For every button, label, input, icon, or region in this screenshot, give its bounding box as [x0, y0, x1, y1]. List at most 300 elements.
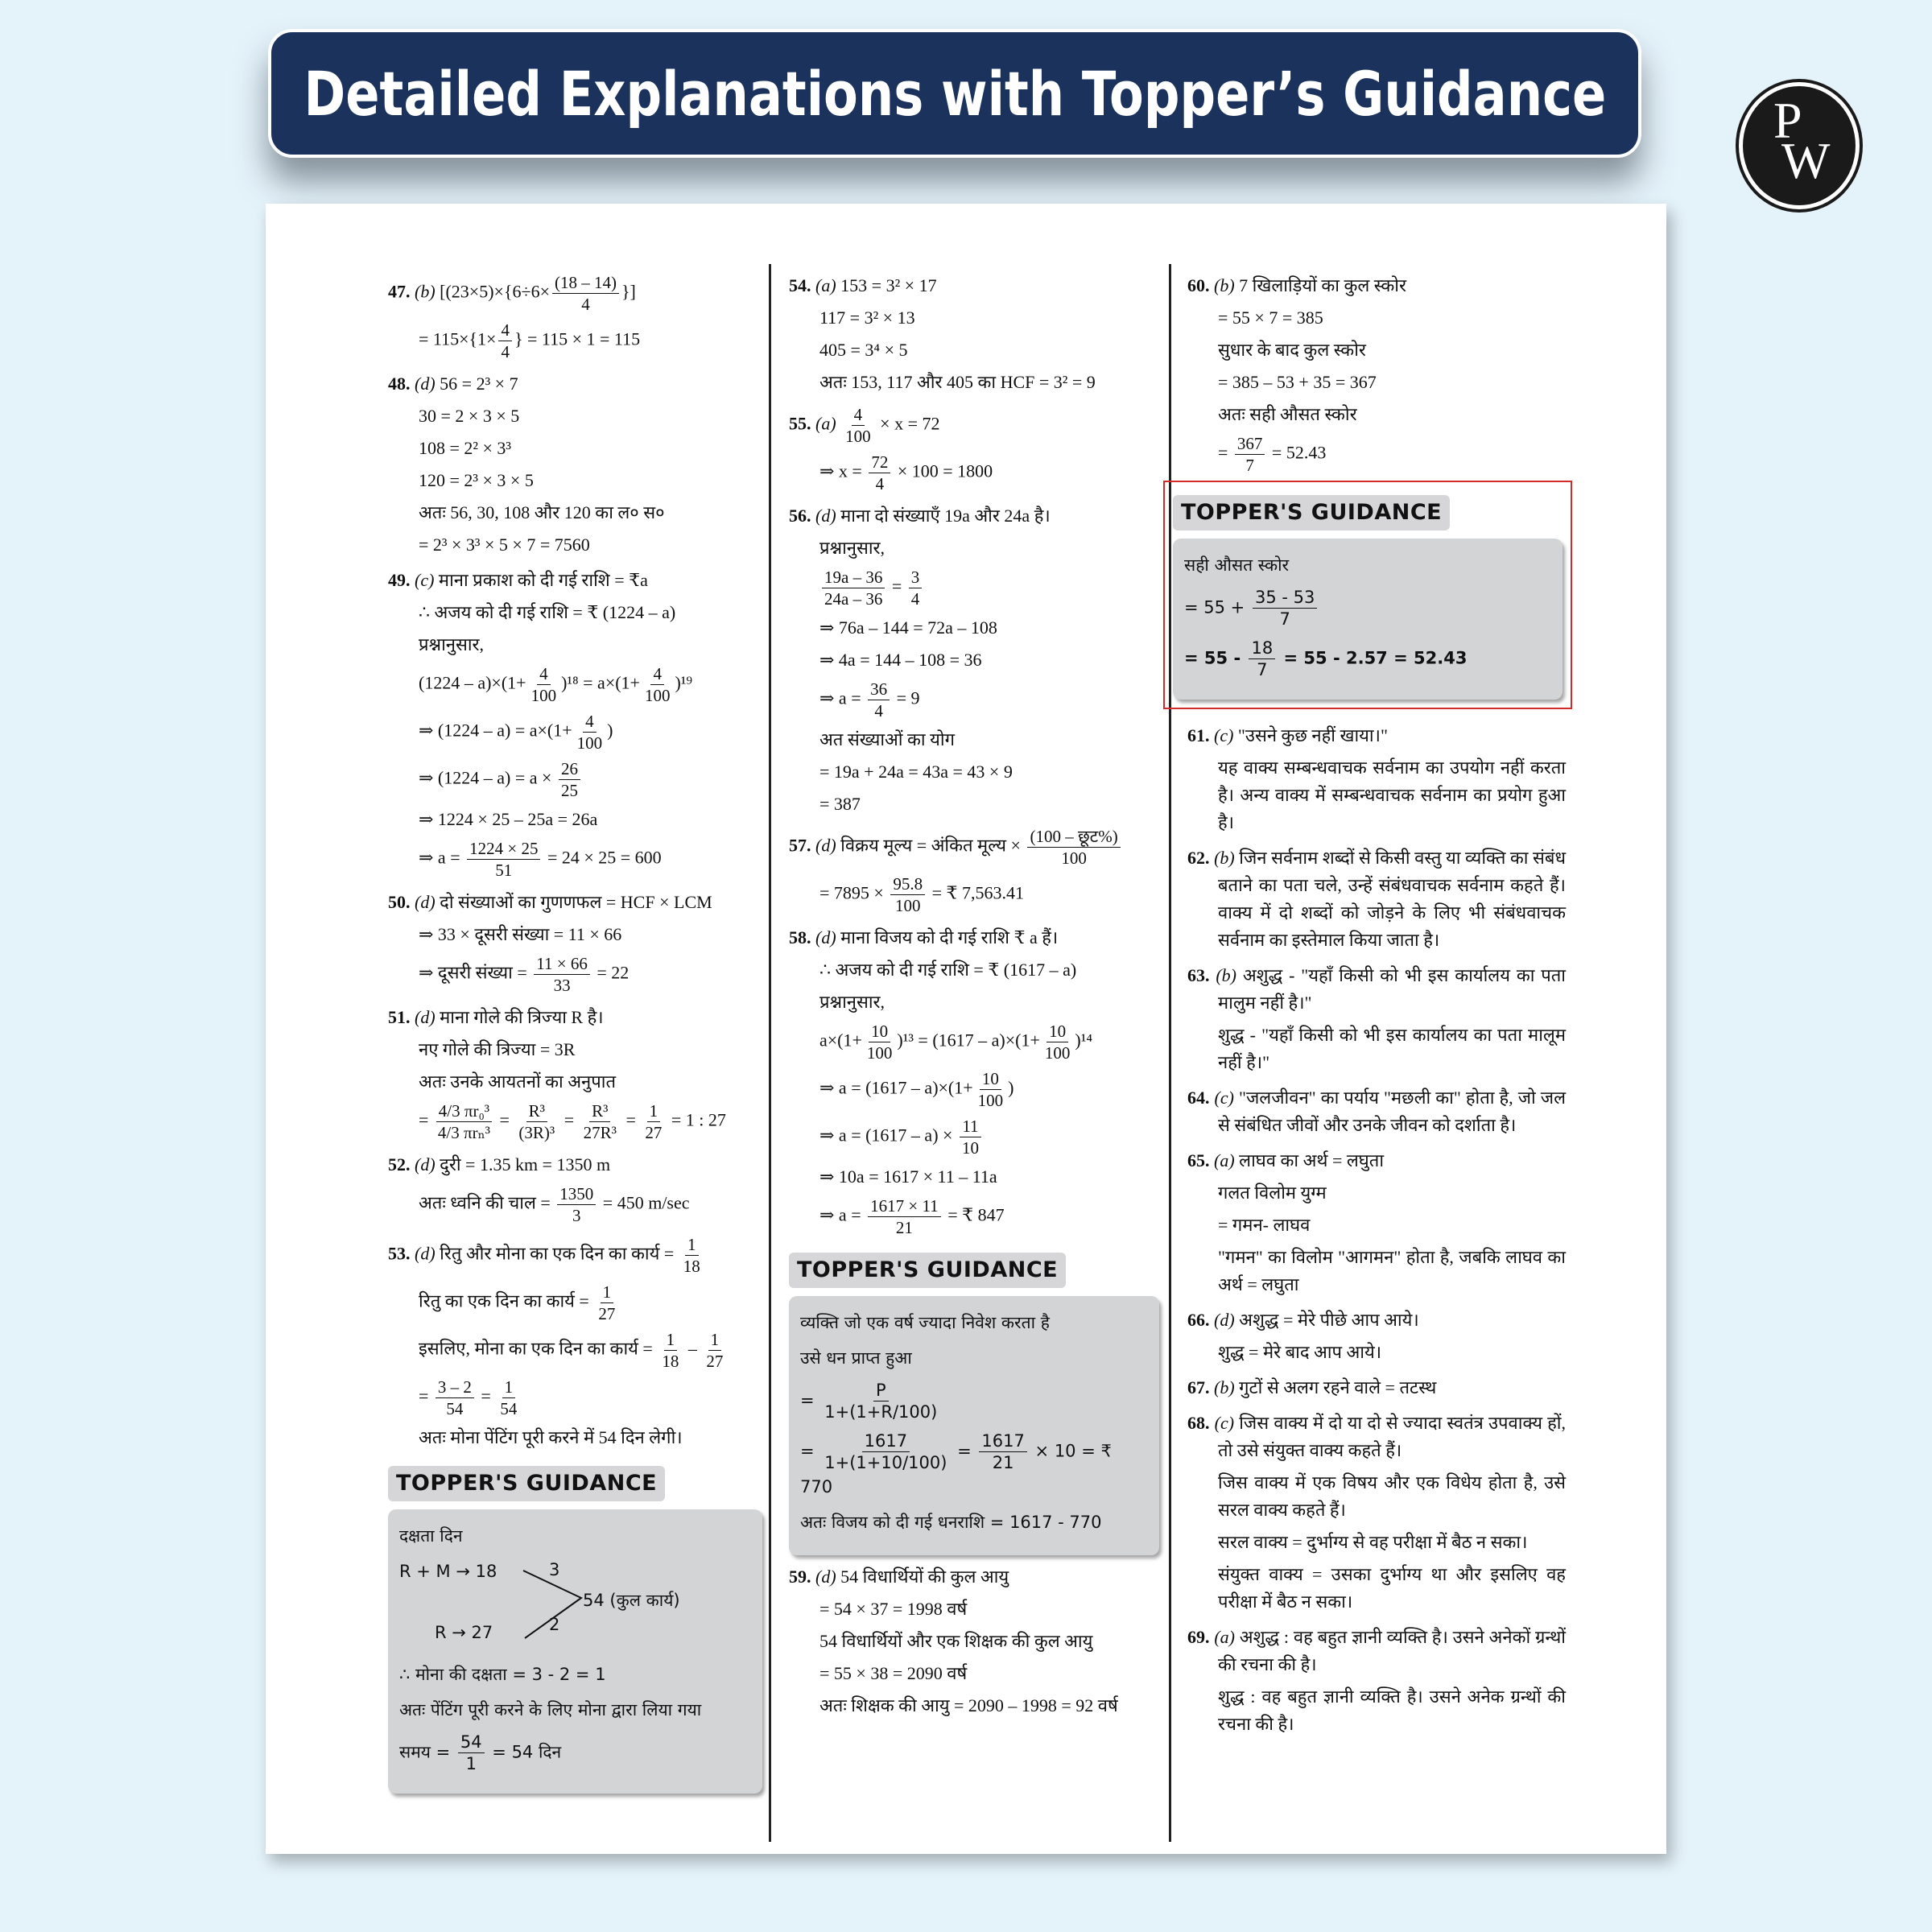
solution-line	[789, 567, 1159, 609]
question-number: 65.	[1187, 1150, 1214, 1170]
question-number: 66.	[1187, 1310, 1214, 1330]
header-banner	[268, 29, 1641, 158]
efficiency-diagram	[399, 1558, 751, 1654]
denominator: 7	[1245, 456, 1254, 475]
solution-line	[388, 663, 762, 706]
denominator: 1+(1+10/100)	[824, 1453, 947, 1472]
solution-line	[789, 1021, 1159, 1063]
text: अशुद्ध : वह बहुत ज्ञानी व्यक्ति है। उसने अनेकों ग्रन्थों की रचना की है।	[1218, 1627, 1567, 1674]
denominator: 24a – 36	[824, 589, 883, 609]
answer-item	[1187, 1307, 1566, 1334]
numerator: (18 – 14)	[552, 272, 619, 294]
answer-item	[388, 272, 762, 315]
text: ⇒ a = (1617 – a) ×	[819, 1125, 957, 1146]
text: प्रश्नानुसार,	[419, 634, 485, 654]
answer-item	[1187, 962, 1566, 1017]
text: रितु और मोना का एक दिन का कार्य =	[440, 1243, 679, 1264]
guidance-box	[1173, 539, 1563, 700]
text: × 10 = ₹ 770	[800, 1441, 1112, 1496]
fraction	[868, 679, 890, 721]
denominator: 4	[581, 295, 590, 314]
question-number: 67.	[1187, 1377, 1214, 1397]
solution-line	[789, 1116, 1159, 1158]
denominator: 100	[530, 686, 557, 705]
answer-option: (c)	[415, 570, 439, 590]
question-number: 56.	[789, 506, 815, 526]
numerator: 1	[664, 1329, 678, 1351]
answer-option: (d)	[815, 835, 841, 856]
numerator: 1	[647, 1100, 661, 1122]
solution-line	[388, 467, 762, 494]
text: ∴ अजय को दी गई राशि = ₹ (1224 – a)	[419, 602, 676, 622]
text: माना दो संख्याएँ 19a और 24a है।	[840, 506, 1051, 526]
text: गलत विलोम युग्म	[1218, 1183, 1327, 1203]
text: 117 = 3² × 13	[819, 308, 915, 328]
solution-line	[1187, 304, 1566, 332]
fraction	[1027, 826, 1120, 869]
numerator: 3 – 2	[436, 1377, 474, 1398]
text: )	[607, 720, 613, 741]
solution-line	[388, 1068, 762, 1096]
solution-line	[388, 1329, 762, 1372]
solution-line	[789, 1628, 1159, 1655]
question-number: 63.	[1187, 965, 1216, 985]
answer-option: (a)	[815, 413, 841, 434]
text: सरल वाक्य = दुर्भाग्य से वह परीक्षा में बैठ न सका।	[1218, 1532, 1528, 1552]
question-number: 53.	[388, 1243, 415, 1264]
text: दो संख्याओं का गुणणफल = HCF × LCM	[440, 892, 712, 912]
question-number: 47.	[388, 281, 415, 302]
numerator: 3	[909, 567, 923, 588]
denominator: 3	[572, 1206, 581, 1225]
text: "उसने कुछ नहीं खाया।"	[1237, 725, 1388, 745]
question-number: 68.	[1187, 1413, 1215, 1433]
solution-line	[1187, 433, 1566, 476]
answer-item	[789, 404, 1159, 447]
answer-item	[1187, 1624, 1566, 1678]
solution-line	[789, 452, 1159, 494]
fraction	[458, 1732, 485, 1774]
fraction	[581, 1100, 619, 1143]
text: = 115×{1×	[419, 328, 497, 349]
toppers-guidance	[789, 1243, 1159, 1555]
answer-option: (b)	[1214, 275, 1240, 295]
solution-line	[388, 531, 762, 559]
solution-line	[789, 535, 1159, 562]
denominator: 27	[706, 1352, 724, 1371]
answer-item	[1187, 722, 1566, 749]
text: = 385 – 53 + 35 = 367	[1218, 372, 1377, 392]
text: = 22	[592, 962, 630, 983]
guidance-line	[800, 1309, 1148, 1336]
text: प्रश्नानुसार,	[819, 992, 886, 1012]
numerator: R³	[526, 1100, 547, 1122]
fraction	[865, 1021, 895, 1063]
question-number: 61.	[1187, 725, 1214, 745]
denominator: 100	[576, 733, 603, 753]
fraction	[1042, 1021, 1073, 1063]
solution-line	[388, 1377, 762, 1419]
text: ⇒ a =	[419, 847, 465, 868]
question-number: 57.	[789, 835, 815, 856]
text: =	[1218, 442, 1232, 463]
fraction	[890, 873, 925, 916]
text: गुटों से अलग रहने वाले = तटस्थ	[1239, 1377, 1437, 1397]
text: जिन सर्वनाम शब्दों से किसी वस्तु या व्यक्ति का संबंध बताने का पता चले, उन्हें संबंधवाचक सर्वनाम कहते हैं। वाक्य में दो शब्दों को जोड़ने के लिए भी संबंधवाचक सर्वनाम का इस्तेमाल किया जाता है।	[1218, 848, 1567, 950]
total-work: 54 (कुल कार्य)	[583, 1591, 680, 1610]
answer-item	[388, 889, 762, 916]
efficiency-b: 2	[549, 1615, 560, 1634]
denominator: 10	[961, 1138, 979, 1158]
text: 56 = 2³ × 7	[440, 374, 518, 394]
text: = 19a + 24a = 43a = 43 × 9	[819, 762, 1013, 782]
text: = 54 दिन	[486, 1742, 562, 1762]
text: अतः 153, 117 और 405 का HCF = 3² = 9	[819, 372, 1096, 392]
answer-option: (d)	[415, 1243, 440, 1264]
text: प्रश्नानुसार,	[819, 538, 886, 558]
solution-line	[388, 711, 762, 753]
text: ⇒ 4a = 144 – 108 = 36	[819, 650, 982, 670]
fraction	[843, 404, 873, 447]
fraction	[516, 1100, 557, 1143]
guidance-box	[789, 1296, 1159, 1555]
text: ⇒ 33 × दूसरी संख्या = 11 × 66	[419, 924, 622, 944]
solution-line	[388, 1100, 762, 1143]
text: ⇒ x =	[819, 460, 867, 481]
text: जिस वाक्य में दो या दो से ज्यादा स्वतंत्र उपवाक्य हों, तो उसे संयुक्त वाक्य कहते हैं।	[1218, 1413, 1566, 1460]
text: = ₹ 7,563.41	[927, 882, 1024, 903]
solution-line	[388, 838, 762, 881]
text: अतः मोना पेंटिंग पूरी करने में 54 दिन लेगी।	[419, 1427, 683, 1447]
text: = गमन- लाघव	[1218, 1215, 1311, 1235]
text: अशुद्ध - "यहाँ किसी को भी इस कार्यालय का पता मालुम नहीं है।"	[1218, 965, 1567, 1013]
answer-option: (d)	[815, 1567, 841, 1587]
text: = ₹ 847	[943, 1204, 1005, 1225]
text: 108 = 2² × 3³	[419, 438, 512, 458]
text: व्यक्ति जो एक वर्ष ज्यादा निवेश करता है	[800, 1313, 1050, 1332]
answer-option: (d)	[415, 892, 440, 912]
text: शुद्ध : वह बहुत ज्ञानी व्यक्ति है। उसने अनेक ग्रन्थों की रचना की है।	[1218, 1686, 1566, 1734]
answer-option: (a)	[1214, 1150, 1240, 1170]
text: = 9	[892, 687, 920, 708]
numerator: 1617	[979, 1430, 1026, 1452]
solution-line	[789, 1692, 1159, 1719]
denominator: 4	[875, 474, 885, 493]
text: अतः शिक्षक की आयु = 2090 – 1998 = 92 वर्ष	[819, 1695, 1118, 1715]
denominator: 1+(1+R/100)	[824, 1402, 938, 1422]
solution-line	[789, 679, 1159, 721]
text: सुधार के बाद कुल स्कोर	[1218, 340, 1366, 360]
question-number: 69.	[1187, 1627, 1215, 1647]
solution-line	[1187, 1683, 1566, 1738]
logo-letter-p: P	[1773, 92, 1802, 149]
solution-line	[789, 336, 1159, 364]
text: विक्रय मूल्य = अंकित मूल्य ×	[840, 835, 1026, 856]
denominator: 18	[662, 1352, 679, 1371]
fraction	[467, 838, 540, 881]
fraction	[642, 1100, 664, 1143]
text: )¹⁴	[1075, 1030, 1092, 1051]
denominator: 7	[1257, 660, 1268, 679]
guidance-line	[399, 1732, 751, 1774]
answer-option: (d)	[415, 374, 440, 394]
column-divider	[769, 264, 771, 1842]
text: अतः ध्वनि की चाल =	[419, 1192, 555, 1213]
logo-letter-w: W	[1781, 132, 1831, 189]
numerator: P	[873, 1380, 889, 1402]
text: ∴ अजय को दी गई राशि = ₹ (1617 – a)	[819, 960, 1077, 980]
denominator: 100	[977, 1091, 1004, 1110]
numerator: 4/3 πr₀³	[436, 1100, 492, 1122]
text: =	[800, 1441, 820, 1461]
fraction	[979, 1430, 1026, 1473]
numerator: 1617 × 11	[868, 1195, 941, 1217]
guidance-line	[399, 1661, 751, 1688]
question-number: 52.	[388, 1154, 415, 1174]
text: ⇒ दूसरी संख्या =	[419, 962, 532, 983]
solution-line	[388, 320, 762, 362]
solution-line	[1187, 401, 1566, 428]
numerator: 36	[868, 679, 890, 700]
solution-line	[388, 953, 762, 996]
numerator: 11 × 66	[534, 953, 590, 975]
text: = 24 × 25 = 600	[543, 847, 662, 868]
guidance-box	[388, 1509, 762, 1794]
answer-item	[789, 826, 1159, 869]
fraction	[659, 1329, 681, 1372]
guidance-line	[800, 1509, 1148, 1536]
denominator: 51	[495, 861, 513, 880]
toppers-guidance	[388, 1456, 762, 1794]
numerator: 1224 × 25	[467, 838, 540, 860]
text: =	[476, 1385, 496, 1406]
solution-line	[1187, 754, 1566, 836]
answer-item	[388, 1151, 762, 1179]
text: इसलिए, मोना का एक दिन का कार्य =	[419, 1338, 658, 1359]
solution-line	[789, 791, 1159, 818]
solution-line	[1187, 369, 1566, 396]
fraction	[976, 1068, 1006, 1111]
text: =	[419, 1385, 433, 1406]
text: × x = 72	[875, 413, 940, 434]
answer-option: (d)	[1214, 1310, 1240, 1330]
fraction	[909, 567, 923, 609]
question-number: 48.	[388, 374, 415, 394]
combined-days: R + M → 18	[399, 1562, 497, 1581]
efficiency-a: 3	[549, 1560, 560, 1579]
answer-item	[388, 567, 762, 594]
denominator: 100	[1044, 1043, 1071, 1063]
fraction	[596, 1282, 617, 1324]
text: माना गोले की त्रिज्या R है।	[440, 1007, 604, 1027]
numerator: 10	[1046, 1021, 1068, 1042]
guidance-title: TOPPER'S GUIDANCE	[789, 1253, 1066, 1288]
answer-option: (b)	[1216, 965, 1243, 985]
text: × 100 = 1800	[893, 460, 993, 481]
text: =	[800, 1390, 820, 1410]
solution-line	[789, 646, 1159, 674]
text: )¹³ = (1617 – a)×(1+	[897, 1030, 1040, 1051]
numerator: 26	[559, 758, 580, 780]
solution-line	[789, 956, 1159, 984]
question-number: 62.	[1187, 848, 1215, 868]
answer-item	[789, 1563, 1159, 1591]
solution-line	[388, 499, 762, 526]
solution-line	[789, 369, 1159, 396]
fraction	[868, 1195, 941, 1238]
answer-option: (a)	[1214, 1627, 1240, 1647]
answer-item	[1187, 844, 1566, 954]
text: = 1 : 27	[667, 1109, 726, 1130]
fraction	[704, 1329, 725, 1372]
numerator: 11	[960, 1116, 980, 1137]
text: समय =	[399, 1742, 456, 1762]
denominator: 27	[645, 1123, 663, 1142]
denominator: 54	[446, 1399, 464, 1418]
solution-line	[388, 1183, 762, 1226]
denominator: 100	[866, 1043, 893, 1063]
solution-line	[789, 1660, 1159, 1687]
solution-line	[388, 806, 762, 833]
text: 120 = 2³ × 3 × 5	[419, 470, 534, 490]
solution-line	[388, 1424, 762, 1451]
text: = 55 × 7 = 385	[1218, 308, 1323, 328]
answer-item	[789, 272, 1159, 299]
solution-line	[789, 614, 1159, 642]
solution-line	[789, 873, 1159, 916]
text: संयुक्त वाक्य = उसका दुर्भाग्य था और इसलिए वह परीक्षा में बैठ न सका।	[1218, 1564, 1566, 1612]
answer-item	[789, 924, 1159, 952]
guidance-line	[800, 1344, 1148, 1372]
question-number: 59.	[789, 1567, 815, 1587]
text: अशुद्ध = मेरे पीछे आप आये।	[1239, 1310, 1419, 1330]
text: )	[1008, 1077, 1014, 1098]
answer-item	[388, 1234, 762, 1277]
question-number: 64.	[1187, 1088, 1215, 1108]
numerator: 4	[537, 663, 551, 685]
question-number: 51.	[388, 1007, 415, 1027]
numerator: 1350	[557, 1183, 596, 1205]
column-3	[1181, 264, 1567, 1743]
answer-item	[789, 502, 1159, 530]
numerator: 10	[869, 1021, 890, 1042]
text: (1224 – a)×(1+	[419, 672, 526, 693]
numerator: 35 - 53	[1253, 587, 1317, 609]
text: ⇒ 10a = 1617 × 11 – 11a	[819, 1166, 997, 1187]
text: =	[559, 1109, 579, 1130]
numerator: 4	[852, 404, 865, 426]
question-number: 60.	[1187, 275, 1214, 295]
connector-lines	[520, 1561, 584, 1641]
text: = 55 +	[1184, 597, 1250, 617]
answer-item	[388, 370, 762, 398]
text: } = 115 × 1 = 115	[514, 328, 641, 349]
diagram-heading: दक्षता दिन	[399, 1526, 463, 1546]
fraction	[575, 711, 605, 753]
solution-line	[1187, 1529, 1566, 1556]
denominator: 25	[560, 781, 578, 800]
numerator: 1	[502, 1377, 516, 1398]
text: "जलजीवन" का पर्याय "मछली का" होता है, जो जल से संबंधित जीवों और उनके जीवन को दर्शाता है।	[1218, 1088, 1566, 1135]
fraction	[822, 567, 885, 609]
column-2	[789, 264, 1159, 1724]
denominator: 21	[895, 1218, 913, 1237]
text: = 7895 ×	[819, 882, 889, 903]
text: }]	[621, 281, 636, 302]
solution-line	[388, 1036, 762, 1063]
answer-option: (c)	[1214, 1413, 1240, 1433]
pw-logo	[1739, 82, 1860, 209]
guidance-line	[1184, 638, 1551, 680]
denominator: 54	[500, 1399, 518, 1418]
solution-line	[1187, 336, 1566, 364]
answer-option: (b)	[1214, 848, 1240, 868]
solution-line	[1187, 1244, 1566, 1298]
text: 54 विधार्थियों और एक शिक्षक की कुल आयु	[819, 1631, 1093, 1651]
numerator: 4	[498, 320, 512, 341]
answer-item	[1187, 272, 1566, 299]
text: a×(1+	[819, 1030, 862, 1051]
question-number: 54.	[789, 275, 815, 295]
text: ⇒ (1224 – a) = a ×	[419, 767, 556, 788]
answer-option: (d)	[815, 927, 841, 947]
text: =	[419, 1109, 433, 1130]
toppers-guidance	[1163, 481, 1572, 709]
fraction	[681, 1234, 703, 1277]
fraction	[436, 1100, 493, 1143]
fraction	[436, 1377, 474, 1419]
text: )¹⁸ = a×(1+	[561, 672, 640, 693]
fraction	[534, 953, 590, 996]
text: ∴ मोना की दक्षता = 3 - 2 = 1	[399, 1665, 606, 1684]
numerator: 54	[458, 1732, 485, 1753]
solution-line	[1187, 1339, 1566, 1366]
text: = 55 -	[1184, 648, 1247, 668]
text: 30 = 2 × 3 × 5	[419, 406, 520, 426]
solution-line	[388, 599, 762, 626]
guidance-title: TOPPER'S GUIDANCE	[388, 1466, 665, 1501]
denominator: 4	[910, 589, 920, 609]
denominator: 100	[1061, 848, 1087, 868]
text: = 52.43	[1267, 442, 1327, 463]
text: यह वाक्य सम्बन्धवाचक सर्वनाम का उपयोग नहीं करता है। अन्य वाक्य में सम्बन्धवाचक सर्वनाम का प्रयोग हुआ है।	[1218, 758, 1566, 832]
numerator: 4	[583, 711, 597, 733]
fraction	[557, 1183, 596, 1226]
numerator: 18	[1249, 638, 1275, 659]
text: 153 = 3² × 17	[840, 275, 937, 295]
denominator: 7	[1279, 609, 1290, 629]
text: शुद्ध = मेरे बाद आप आये।	[1218, 1342, 1382, 1362]
text: ⇒ 1224 × 25 – 25a = 26a	[419, 809, 598, 829]
numerator: 1	[685, 1234, 699, 1256]
text: )¹⁹	[675, 672, 693, 693]
text: "गमन" का विलोम "आगमन" होता है, जबकि लाघव का अर्थ = लघुता	[1218, 1247, 1566, 1294]
guidance-line	[800, 1380, 1148, 1422]
fraction	[822, 1380, 939, 1422]
fraction	[497, 1377, 519, 1419]
solution-line	[1187, 1469, 1566, 1524]
text: अतः उनके आयतनों का अनुपात	[419, 1071, 616, 1092]
answer-option: (d)	[415, 1154, 440, 1174]
guidance-line	[1184, 551, 1551, 579]
fraction	[869, 452, 890, 494]
text: = 2³ × 3³ × 5 × 7 = 7560	[419, 535, 590, 555]
fraction	[960, 1116, 981, 1158]
text: शुद्ध - "यहाँ किसी को भी इस कार्यालय का पता मालूम नहीं है।"	[1218, 1025, 1566, 1072]
solution-line	[388, 435, 762, 462]
numerator: R³	[589, 1100, 610, 1122]
solution-line	[789, 726, 1159, 753]
